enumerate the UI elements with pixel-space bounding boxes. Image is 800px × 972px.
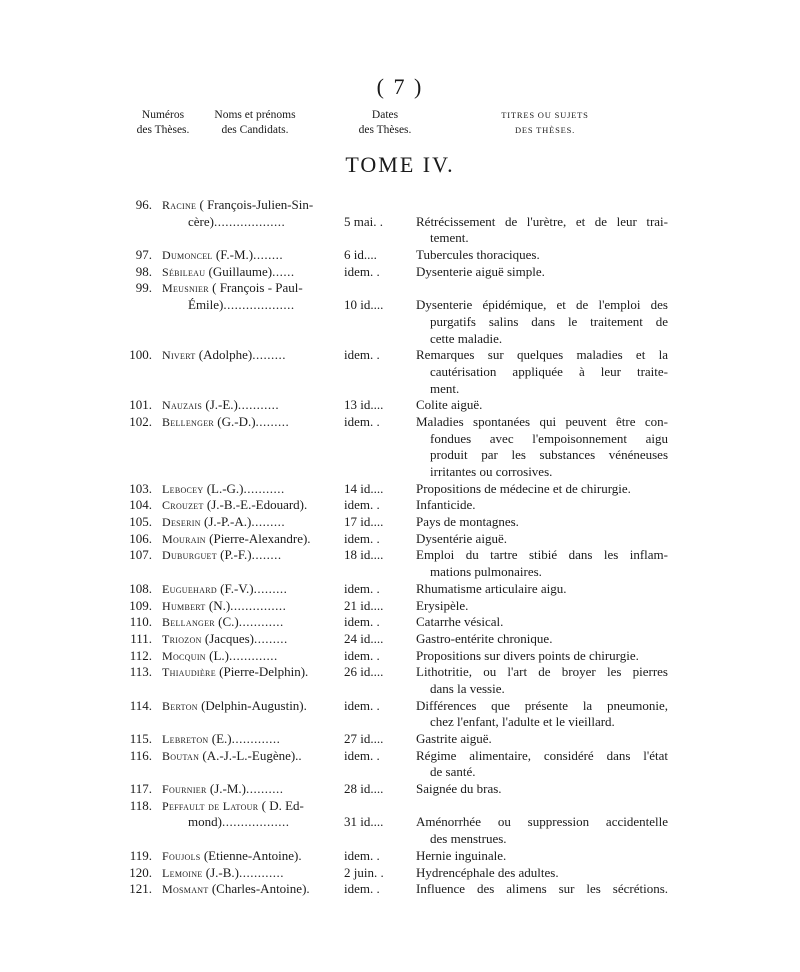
candidate-given-names: (C.) bbox=[214, 614, 239, 630]
candidate-name bbox=[162, 748, 302, 765]
thesis-date: idem. . bbox=[344, 530, 380, 546]
thesis-number: 103. bbox=[129, 480, 152, 496]
entry-line bbox=[0, 230, 800, 247]
thesis-number: 119. bbox=[129, 847, 152, 863]
candidate-surname: Crouzet bbox=[162, 498, 204, 513]
thesis-title: mations pulmonaires. bbox=[430, 564, 542, 580]
thesis-title: Lithotritie, ou l'art de broyer les pierres bbox=[416, 664, 668, 680]
thesis-number: 106. bbox=[129, 530, 152, 546]
header-numeros: Numéros des Thèses. bbox=[136, 109, 190, 136]
thesis-title: fondues avec l'empoisonnement aigu bbox=[430, 430, 668, 446]
candidate-surname: Nauzais bbox=[162, 398, 203, 413]
thesis-number: 105. bbox=[129, 514, 152, 530]
leader-dots: .......... bbox=[246, 781, 284, 797]
header-noms: Noms et prénoms des Candidats. bbox=[214, 109, 296, 136]
leader-dots: .................. bbox=[221, 814, 290, 830]
leader-dots: ........... bbox=[237, 397, 280, 413]
thesis-number: 118. bbox=[129, 797, 152, 813]
thesis-title: Gastro-entérite chronique. bbox=[416, 630, 553, 646]
candidate-given-names: (J.-P.-A.) bbox=[200, 514, 252, 530]
candidate-surname: Bellanger bbox=[162, 615, 215, 630]
thesis-number: 97. bbox=[135, 247, 152, 263]
entry-line bbox=[0, 681, 800, 698]
thesis-title: Maladies spontanées qui peuvent être con- bbox=[416, 413, 668, 429]
thesis-number: 110. bbox=[129, 614, 152, 630]
thesis-date: idem. . bbox=[344, 697, 380, 713]
candidate-name bbox=[162, 664, 308, 681]
candidate-given-names: (Etienne-Antoine). bbox=[200, 847, 302, 863]
entry-line bbox=[0, 414, 800, 431]
thesis-date: 18 id.... bbox=[344, 547, 384, 563]
thesis-title: Saignée du bras. bbox=[416, 781, 502, 797]
thesis-title: Régime alimentaire, considéré dans l'état bbox=[416, 747, 668, 763]
thesis-date: 26 id.... bbox=[344, 664, 384, 680]
thesis-number: 117. bbox=[129, 781, 152, 797]
thesis-entry bbox=[0, 280, 800, 347]
candidate-name bbox=[162, 881, 310, 898]
thesis-number: 111. bbox=[130, 630, 152, 646]
thesis-title: dans la vessie. bbox=[430, 680, 505, 696]
thesis-number: 108. bbox=[129, 580, 152, 596]
candidate-surname: Deserin bbox=[162, 515, 201, 530]
thesis-date: idem. . bbox=[344, 413, 380, 429]
thesis-title: ment. bbox=[430, 380, 460, 396]
thesis-list bbox=[0, 197, 800, 898]
thesis-number: 109. bbox=[129, 597, 152, 613]
thesis-title: Tubercules thoraciques. bbox=[416, 247, 540, 263]
candidate-given-names: (J.-B.-E.-Edouard). bbox=[203, 497, 308, 513]
candidate-name bbox=[188, 297, 295, 314]
entry-line bbox=[0, 314, 800, 331]
candidate-given-names: (J.-B.) bbox=[202, 864, 240, 880]
thesis-date: idem. . bbox=[344, 881, 380, 897]
candidate-name bbox=[162, 481, 285, 498]
candidate-given-names: ( François-Julien-Sin- bbox=[196, 197, 314, 212]
entry-line bbox=[0, 831, 800, 848]
thesis-title: Propositions de médecine et de chirurgie. bbox=[416, 480, 631, 496]
thesis-title: Erysipèle. bbox=[416, 597, 469, 613]
thesis-number: 96. bbox=[135, 197, 152, 212]
thesis-entry bbox=[0, 197, 800, 247]
candidate-surname: Foujols bbox=[162, 848, 201, 863]
thesis-title: Rétrécissement de l'urètre, et de leur trai- bbox=[416, 213, 668, 229]
thesis-title: irritantes ou corrosives. bbox=[430, 464, 553, 479]
thesis-title: Dysenterie aiguë simple. bbox=[416, 263, 545, 279]
candidate-surname: Boutan bbox=[162, 748, 200, 763]
thesis-title: Gastrite aiguë. bbox=[416, 731, 492, 746]
candidate-surname: Triozon bbox=[162, 631, 202, 646]
candidate-surname: Lebreton bbox=[162, 732, 209, 746]
candidate-surname: Nivert bbox=[162, 348, 196, 363]
thesis-title: chez l'enfant, l'adulte et le vieillard. bbox=[430, 714, 615, 730]
thesis-title: cautérisation appliquée à leur traite- bbox=[430, 363, 668, 379]
candidate-surname: Meusnier bbox=[162, 281, 209, 296]
candidate-given-names: (Charles-Antoine). bbox=[208, 881, 310, 897]
candidate-given-names: (Guillaume) bbox=[205, 263, 273, 279]
thesis-title: Différences que présente la pneumonie, bbox=[416, 697, 668, 713]
leader-dots: ......... bbox=[253, 580, 288, 596]
candidate-surname: Peffault de Latour bbox=[162, 798, 259, 813]
thesis-number: 121. bbox=[129, 881, 152, 897]
thesis-title: de santé. bbox=[430, 764, 476, 780]
entry-line bbox=[0, 814, 800, 831]
entry-line bbox=[0, 497, 800, 514]
thesis-title: Influence des alimens sur les sécrétions. bbox=[416, 881, 668, 897]
candidate-given-names: (E.) bbox=[208, 731, 232, 746]
header-dates: Dates des Thèses. bbox=[358, 109, 412, 136]
candidate-given-names: (Adolphe) bbox=[195, 347, 253, 363]
thesis-title: Hydrencéphale des adultes. bbox=[416, 864, 559, 880]
candidate-name bbox=[188, 214, 285, 231]
entry-line bbox=[0, 848, 800, 865]
candidate-given-names: (N.) bbox=[205, 597, 231, 613]
candidate-given-names: Émile) bbox=[188, 297, 224, 313]
thesis-number: 102. bbox=[129, 413, 152, 429]
thesis-date: 2 juin. . bbox=[344, 864, 384, 880]
candidate-name bbox=[162, 614, 284, 631]
thesis-entry bbox=[0, 648, 800, 665]
entry-line bbox=[0, 547, 800, 564]
thesis-title: Pays de montagnes. bbox=[416, 514, 519, 530]
entry-line bbox=[0, 247, 800, 264]
candidate-name bbox=[162, 698, 307, 715]
thesis-entry bbox=[0, 865, 800, 882]
candidate-given-names: (G.-D.) bbox=[214, 413, 256, 429]
candidate-name bbox=[162, 347, 286, 364]
candidate-name bbox=[162, 197, 313, 214]
leader-dots: ................... bbox=[223, 297, 295, 313]
leader-dots: ................... bbox=[213, 213, 286, 229]
thesis-entry bbox=[0, 531, 800, 548]
candidate-surname: Mosmant bbox=[162, 882, 209, 897]
thesis-number: 114. bbox=[129, 697, 152, 713]
entry-line bbox=[0, 381, 800, 398]
thesis-entry bbox=[0, 664, 800, 697]
entry-line bbox=[0, 447, 800, 464]
thesis-date: 17 id.... bbox=[344, 514, 384, 530]
thesis-title: Rhumatisme articulaire aigu. bbox=[416, 580, 567, 596]
candidate-given-names: (Pierre-Delphin). bbox=[215, 664, 309, 680]
candidate-surname: Mocquin bbox=[162, 648, 206, 663]
thesis-title: des menstrues. bbox=[430, 831, 507, 847]
candidate-name bbox=[162, 247, 283, 264]
candidate-surname: Berton bbox=[162, 698, 198, 713]
candidate-surname: Bellenger bbox=[162, 414, 215, 429]
thesis-entry bbox=[0, 264, 800, 281]
thesis-title: Dysenterie épidémique, et de l'emploi des bbox=[416, 297, 668, 313]
thesis-date: 21 id.... bbox=[344, 597, 384, 613]
leader-dots: ......... bbox=[252, 347, 286, 363]
thesis-entry bbox=[0, 347, 800, 397]
entry-line bbox=[0, 748, 800, 765]
thesis-number: 115. bbox=[129, 731, 152, 746]
candidate-given-names: (A.-J.-L.-Eugène).. bbox=[199, 747, 302, 763]
thesis-number: 101. bbox=[129, 397, 152, 413]
thesis-date: idem. . bbox=[344, 347, 380, 363]
leader-dots: ............... bbox=[230, 597, 287, 613]
entry-line bbox=[0, 714, 800, 731]
thesis-entry bbox=[0, 414, 800, 481]
thesis-title: Emploi du tartre stibié dans les inflam- bbox=[416, 547, 668, 563]
candidate-name bbox=[162, 631, 288, 648]
candidate-given-names: mond) bbox=[188, 814, 222, 830]
entry-line bbox=[0, 664, 800, 681]
thesis-number: 120. bbox=[129, 864, 152, 880]
thesis-number: 116. bbox=[129, 747, 152, 763]
leader-dots: ............. bbox=[231, 731, 281, 746]
tome-heading: TOME IV. bbox=[345, 152, 455, 177]
thesis-title: Propositions sur divers points de chirurgie. bbox=[416, 647, 639, 663]
thesis-date: 28 id.... bbox=[344, 781, 384, 797]
thesis-entry bbox=[0, 497, 800, 514]
leader-dots: ............ bbox=[238, 614, 284, 630]
thesis-entry bbox=[0, 547, 800, 580]
entry-line bbox=[0, 564, 800, 581]
candidate-given-names: (F.-V.) bbox=[216, 580, 254, 596]
thesis-date: idem. . bbox=[344, 580, 380, 596]
page-number: ( 7 ) bbox=[376, 74, 424, 99]
candidate-surname: Humbert bbox=[162, 598, 206, 613]
leader-dots: ......... bbox=[251, 514, 286, 530]
candidate-name bbox=[162, 848, 302, 865]
candidate-given-names: (Pierre-Alexandre). bbox=[205, 530, 311, 546]
candidate-name bbox=[162, 598, 286, 615]
entry-line bbox=[0, 214, 800, 231]
thesis-number: 113. bbox=[129, 664, 152, 680]
candidate-name bbox=[162, 531, 311, 548]
entry-line bbox=[0, 280, 800, 297]
thesis-date: 5 mai. . bbox=[344, 213, 383, 229]
candidate-name bbox=[162, 731, 280, 748]
thesis-entry bbox=[0, 397, 800, 414]
entry-line bbox=[0, 364, 800, 381]
leader-dots: ......... bbox=[254, 630, 288, 646]
thesis-date: 27 id.... bbox=[344, 731, 384, 746]
thesis-title: Infanticide. bbox=[416, 497, 476, 513]
thesis-entry bbox=[0, 848, 800, 865]
candidate-given-names: (L.-G.) bbox=[203, 480, 244, 496]
thesis-date: idem. . bbox=[344, 747, 380, 763]
thesis-title: Colite aiguë. bbox=[416, 397, 483, 413]
entry-line bbox=[0, 297, 800, 314]
thesis-date: 31 id.... bbox=[344, 814, 384, 830]
thesis-entry bbox=[0, 798, 800, 848]
candidate-surname: Lebocey bbox=[162, 481, 204, 496]
candidate-surname: Duburguet bbox=[162, 548, 217, 563]
thesis-entry bbox=[0, 781, 800, 798]
candidate-name bbox=[162, 581, 287, 598]
candidate-surname: Racine bbox=[162, 198, 197, 212]
candidate-given-names: (P.-F.) bbox=[216, 547, 252, 563]
candidate-name bbox=[162, 280, 303, 297]
leader-dots: ...... bbox=[272, 263, 295, 279]
entry-line bbox=[0, 614, 800, 631]
entry-line bbox=[0, 481, 800, 498]
entry-line bbox=[0, 347, 800, 364]
thesis-title: purgatifs salins dans le traitement de bbox=[430, 313, 668, 329]
thesis-entry bbox=[0, 514, 800, 531]
candidate-surname: Dumoncel bbox=[162, 248, 213, 263]
entry-line bbox=[0, 197, 800, 214]
thesis-date: idem. . bbox=[344, 497, 380, 513]
candidate-name bbox=[162, 497, 307, 514]
thesis-title: Remarques sur quelques maladies et la bbox=[416, 347, 668, 363]
candidate-given-names: (Delphin-Augustin). bbox=[197, 697, 307, 713]
thesis-entry bbox=[0, 631, 800, 648]
thesis-date: idem. . bbox=[344, 263, 380, 279]
entry-line bbox=[0, 514, 800, 531]
thesis-entry bbox=[0, 881, 800, 898]
entry-line bbox=[0, 865, 800, 882]
thesis-entry bbox=[0, 748, 800, 781]
thesis-number: 99. bbox=[135, 280, 152, 296]
header-titres: TITRES OU SUJETS DES THÈSES. bbox=[501, 110, 589, 135]
candidate-name bbox=[162, 798, 304, 815]
entry-line bbox=[0, 331, 800, 348]
entry-line bbox=[0, 781, 800, 798]
thesis-title: Aménorrhée ou suppression accidentelle bbox=[416, 814, 668, 830]
thesis-number: 112. bbox=[129, 647, 152, 663]
thesis-number: 104. bbox=[129, 497, 152, 513]
candidate-surname: Fournier bbox=[162, 782, 207, 797]
thesis-number: 107. bbox=[129, 547, 152, 563]
leader-dots: ............ bbox=[239, 864, 285, 880]
candidate-given-names: ( François - Paul- bbox=[208, 280, 303, 296]
thesis-date: 6 id.... bbox=[344, 247, 377, 263]
thesis-title: produit par les substances vénéneuses bbox=[430, 447, 668, 463]
thesis-date: 13 id.... bbox=[344, 397, 384, 413]
thesis-entry bbox=[0, 614, 800, 631]
entry-line bbox=[0, 731, 800, 748]
thesis-date: idem. . bbox=[344, 614, 380, 630]
candidate-given-names: ( D. Ed- bbox=[258, 797, 304, 813]
entry-line bbox=[0, 598, 800, 615]
thesis-title: Dysentérie aiguë. bbox=[416, 530, 507, 546]
thesis-date: 10 id.... bbox=[344, 297, 384, 313]
candidate-given-names: (F.-M.) bbox=[212, 247, 254, 263]
candidate-surname: Mourain bbox=[162, 531, 206, 546]
candidate-given-names: cère) bbox=[188, 213, 214, 229]
thesis-title: Hernie inguinale. bbox=[416, 847, 507, 863]
entry-line bbox=[0, 464, 800, 481]
leader-dots: ........... bbox=[243, 480, 285, 496]
leader-dots: ........ bbox=[251, 547, 282, 563]
thesis-date: idem. . bbox=[344, 847, 380, 863]
entry-line bbox=[0, 431, 800, 448]
candidate-name bbox=[162, 514, 285, 531]
entry-line bbox=[0, 764, 800, 781]
entry-line bbox=[0, 264, 800, 281]
thesis-title: Catarrhe vésical. bbox=[416, 614, 504, 630]
entry-line bbox=[0, 581, 800, 598]
candidate-given-names: (L.) bbox=[205, 647, 229, 663]
leader-dots: ........ bbox=[253, 247, 284, 263]
entry-line bbox=[0, 648, 800, 665]
entry-line bbox=[0, 631, 800, 648]
candidate-given-names: (J.-M.) bbox=[206, 781, 246, 797]
thesis-number: 100. bbox=[129, 347, 152, 363]
thesis-date: idem. . bbox=[344, 647, 380, 663]
candidate-surname: Sébileau bbox=[162, 264, 206, 279]
entry-line bbox=[0, 798, 800, 815]
thesis-entry bbox=[0, 581, 800, 598]
thesis-number: 98. bbox=[135, 263, 152, 279]
thesis-date: 24 id.... bbox=[344, 630, 384, 646]
thesis-entry bbox=[0, 698, 800, 731]
candidate-name bbox=[162, 547, 282, 564]
leader-dots: ......... bbox=[255, 413, 290, 429]
candidate-given-names: (J.-E.) bbox=[202, 397, 238, 413]
candidate-name bbox=[162, 264, 295, 281]
entry-line bbox=[0, 881, 800, 898]
thesis-entry bbox=[0, 598, 800, 615]
candidate-name bbox=[188, 814, 289, 831]
thesis-entry bbox=[0, 481, 800, 498]
entry-line bbox=[0, 397, 800, 414]
candidate-surname: Euguehard bbox=[162, 581, 217, 596]
candidate-surname: Lemoine bbox=[162, 865, 203, 880]
candidate-name bbox=[162, 781, 284, 798]
candidate-given-names: (Jacques) bbox=[201, 630, 254, 646]
thesis-title: tement. bbox=[430, 230, 469, 246]
thesis-entry bbox=[0, 247, 800, 264]
leader-dots: ............. bbox=[229, 647, 278, 663]
thesis-entry bbox=[0, 731, 800, 748]
thesis-date: 14 id.... bbox=[344, 480, 384, 496]
entry-line bbox=[0, 698, 800, 715]
candidate-name bbox=[162, 865, 284, 882]
candidate-name bbox=[162, 397, 279, 414]
candidate-name bbox=[162, 414, 289, 431]
candidate-name bbox=[162, 648, 278, 665]
entry-line bbox=[0, 531, 800, 548]
candidate-surname: Thiaudière bbox=[162, 665, 216, 680]
thesis-title: cette maladie. bbox=[430, 330, 503, 346]
